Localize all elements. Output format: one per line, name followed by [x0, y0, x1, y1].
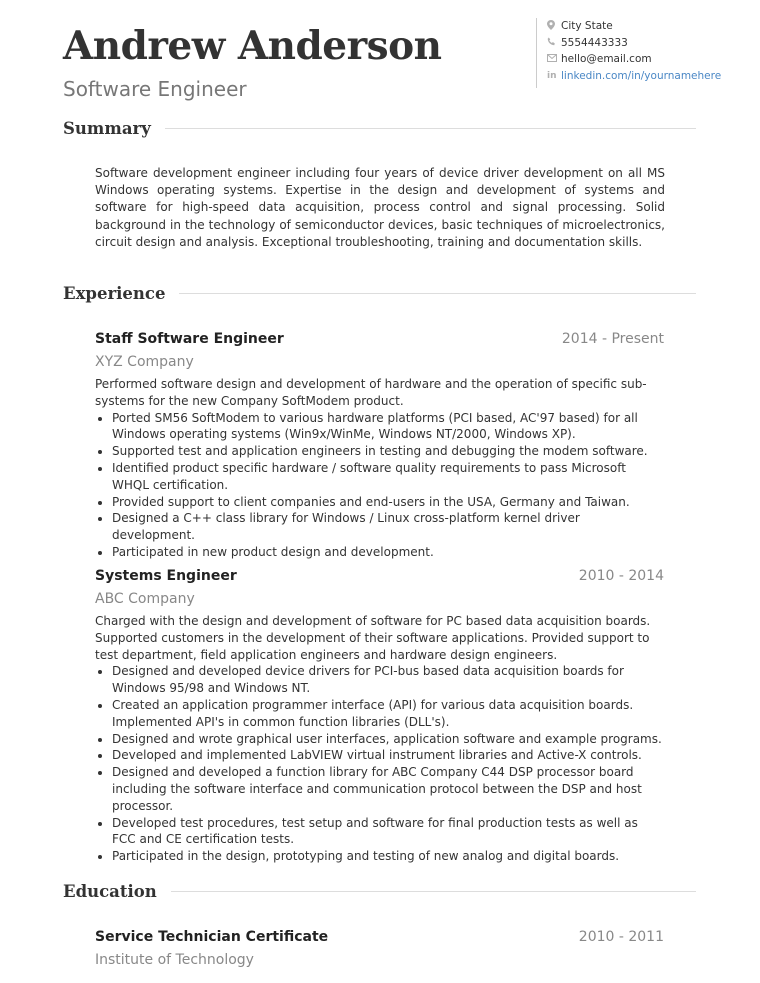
job-summary: Performed software design and development of hardware and the operation of specific sub-systems for the new Company SoftModem product.	[95, 377, 647, 408]
job-company: ABC Company	[95, 591, 195, 607]
job-bullet: • Developed test procedures, test setup and software for final production tests as well as FCC and CE certification tests.	[112, 815, 665, 849]
phone-text: 5554443333	[561, 36, 628, 49]
experience-heading: Experience	[63, 284, 166, 303]
job-title: Systems Engineer	[95, 568, 237, 584]
map-pin-icon	[547, 20, 560, 33]
job-bullet: • Designed and wrote graphical user interfaces, application software and example programs.	[112, 731, 665, 748]
job-bullet: • Identified product specific hardware / software quality requirements to pass Microsoft WHQL certification.	[112, 460, 665, 494]
candidate-name: Andrew Anderson	[63, 23, 442, 69]
candidate-title: Software Engineer	[63, 77, 247, 101]
contact-linkedin[interactable]	[547, 68, 721, 85]
section-divider	[171, 891, 696, 892]
section-divider	[179, 293, 696, 294]
envelope-icon	[547, 54, 560, 65]
education-section-header	[63, 882, 696, 901]
job-bullet: • Provided support to client companies and end-users in the USA, Germany and Taiwan.	[112, 494, 665, 511]
contact-phone	[547, 35, 721, 52]
linkedin-icon: in	[547, 70, 557, 81]
summary-heading: Summary	[63, 119, 151, 138]
contact-location	[547, 18, 721, 35]
education-dates: 2010 - 2011	[578, 929, 664, 945]
education-heading: Education	[63, 882, 157, 901]
job-bullets	[95, 663, 665, 865]
job-title: Staff Software Engineer	[95, 331, 284, 347]
job-bullet: • Participated in the design, prototyping and testing of new analog and digital boards.	[112, 848, 665, 865]
job-bullet: • Ported SM56 SoftModem to various hardware platforms (PCI based, AC'97 based) for all Windows operating systems (Win9x/WinMe, Windows NT/2000, Windows XP).	[112, 410, 665, 444]
education-title: Service Technician Certificate	[95, 929, 329, 945]
job-company: XYZ Company	[95, 354, 194, 370]
job-description	[95, 376, 665, 561]
summary-section-header	[63, 119, 696, 138]
job-bullet: • Developed and implemented LabVIEW virtual instrument libraries and Active-X controls.	[112, 747, 665, 764]
contact-email[interactable]	[547, 51, 721, 68]
job-dates: 2014 - Present	[561, 331, 664, 347]
job-bullet: • Supported test and application engineers in testing and debugging the modem software.	[112, 443, 665, 460]
section-divider	[165, 128, 696, 129]
summary-text: Software development engineer including four years of device driver development on all MS Windows operating systems. Expertise in the design and development of systems and software for high-speed data acquisition, process control and signal processing. Solid background in the technology of semiconductor devices, basic techniques of microelectronics, circuit design and analysis. Exceptional troubleshooting, training and documentation skills.	[95, 166, 665, 249]
job-bullet: • Created an application programmer interface (API) for various data acquisition boards. Implemented API's in common function libraries (DLL's).	[112, 697, 665, 731]
location-text: City State	[561, 20, 613, 33]
linkedin-link[interactable]: linkedin.com/in/yournamehere	[561, 69, 722, 82]
job-summary: Charged with the design and development of software for PC based data acquisition boards. Supported customers in the development of their software applications. Provided support to test department, field application engineers and hardware design engineers.	[95, 614, 651, 662]
education-institution: Institute of Technology	[95, 952, 254, 968]
contact-info	[536, 18, 721, 88]
phone-icon	[547, 37, 560, 49]
job-bullet: • Designed and developed device drivers for PCI-bus based data acquisition boards for Windows 95/98 and Windows NT.	[112, 663, 665, 697]
email-text[interactable]: hello@email.com	[561, 53, 652, 66]
job-description	[95, 613, 665, 865]
job-bullets	[95, 410, 665, 561]
job-bullet: • Participated in new product design and development.	[112, 544, 665, 561]
job-dates: 2010 - 2014	[578, 568, 664, 584]
experience-section-header	[63, 284, 696, 303]
job-bullet: • Designed a C++ class library for Windows / Linux cross-platform kernel driver development.	[112, 510, 665, 544]
job-bullet: • Designed and developed a function library for ABC Company C44 DSP processor board including the software interface and communication protocol between the DSP and host processor.	[112, 764, 665, 814]
